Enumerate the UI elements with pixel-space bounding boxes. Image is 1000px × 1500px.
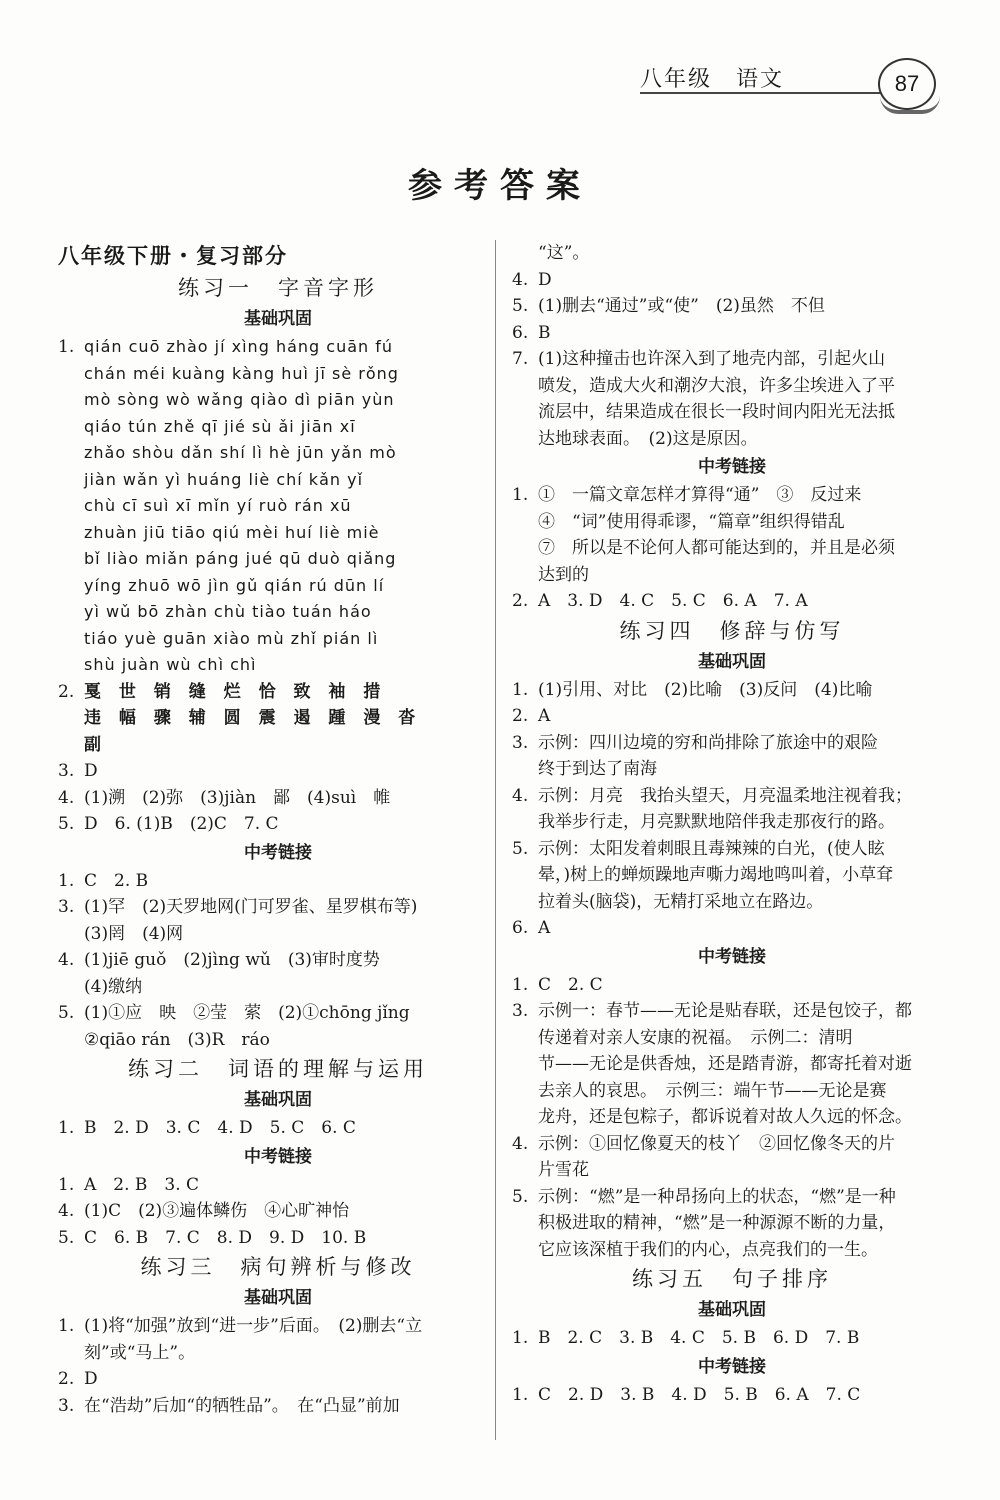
answer-text: C 2. B bbox=[84, 870, 149, 891]
answer-item bbox=[512, 267, 952, 294]
answer-text: B 2. D 3. C 4. D 5. C 6. C bbox=[84, 1118, 356, 1138]
section-heading: 八年级下册・复习部分 bbox=[58, 244, 288, 268]
item-number: 3. bbox=[512, 732, 529, 753]
item-number: 2. bbox=[512, 591, 529, 611]
item-number: 3. bbox=[58, 897, 75, 917]
answer-text: 达到的 bbox=[538, 564, 589, 585]
item-number: 6. bbox=[512, 918, 529, 938]
answer-item bbox=[58, 1198, 498, 1225]
item-number: 3. bbox=[512, 1001, 529, 1021]
answer-text: 终于到达了南海 bbox=[538, 759, 657, 779]
pinyin-line: bǐ liào miǎn páng jué qū duò qiǎng bbox=[84, 549, 397, 568]
subheading-basic: 基础巩固 bbox=[244, 1090, 312, 1110]
answer-text: 在“浩劫”后加“的牺牲品”。 在“凸显”前加 bbox=[84, 1395, 400, 1416]
exercise-5-title: 练习五 句子排序 bbox=[632, 1267, 832, 1291]
answer-text: 龙舟，还是包粽子，都诉说着对故人久远的怀念。 bbox=[538, 1107, 912, 1127]
answer-text: (4)缴纳 bbox=[84, 976, 143, 997]
item-number: 1. bbox=[58, 870, 75, 891]
answer-item bbox=[512, 783, 952, 810]
item-number: 5. bbox=[58, 1003, 75, 1023]
header-grade-subject: 八年级 语文 bbox=[640, 67, 785, 92]
answer-text: D 6. (1)B (2)C 7. C bbox=[84, 814, 279, 834]
item-number: 2. bbox=[512, 706, 529, 726]
answer-item bbox=[58, 1393, 498, 1420]
answer-item bbox=[58, 1313, 498, 1340]
answer-text: C 2. D 3. B 4. D 5. B 6. A 7. C bbox=[538, 1384, 861, 1405]
answer-text: (1)C (2)③遍体鳞伤 ④心旷神怡 bbox=[84, 1201, 350, 1221]
item-number: 5. bbox=[58, 1227, 75, 1248]
answer-text: A 2. B 3. C bbox=[84, 1174, 200, 1195]
exercise-3-title: 练习三 病句辨析与修改 bbox=[140, 1255, 416, 1279]
answer-text: 副 bbox=[84, 734, 107, 755]
answer-item bbox=[512, 346, 952, 373]
item-number: 2. bbox=[58, 1369, 75, 1389]
item-number: 5. bbox=[512, 296, 529, 316]
answer-item bbox=[58, 894, 498, 921]
pinyin-line: mò sòng wò wǎng qiào dì piān yùn bbox=[84, 390, 395, 409]
answer-text: D bbox=[84, 1369, 98, 1389]
answer-item bbox=[58, 868, 498, 895]
answer-text: D bbox=[538, 269, 552, 290]
answer-item bbox=[58, 679, 498, 706]
subheading-basic: 基础巩固 bbox=[244, 1288, 312, 1308]
answer-item bbox=[512, 1131, 952, 1158]
item-number: 4. bbox=[58, 787, 75, 808]
right-column bbox=[512, 240, 952, 1408]
answer-item bbox=[512, 1184, 952, 1211]
item-number: 1. bbox=[58, 1316, 75, 1336]
answer-text: 示例：月亮 我抬头望天，月亮温柔地注视着我； bbox=[538, 785, 912, 806]
answer-item bbox=[512, 320, 952, 347]
exercise-1-title: 练习一 字音字形 bbox=[178, 276, 378, 300]
item-number: 3. bbox=[58, 761, 75, 781]
answer-item bbox=[512, 915, 952, 942]
item-number: 5. bbox=[58, 814, 75, 834]
answer-item bbox=[512, 1382, 952, 1409]
pinyin-line: shù juàn wù chì chì bbox=[84, 655, 257, 674]
answer-item bbox=[512, 972, 952, 999]
subheading-basic: 基础巩固 bbox=[698, 1300, 766, 1320]
answer-item bbox=[512, 1325, 952, 1352]
answer-text: A bbox=[538, 706, 551, 726]
answer-item bbox=[512, 836, 952, 863]
answer-text: (1)引用、对比 (2)比喻 (3)反问 (4)比喻 bbox=[538, 679, 873, 700]
answer-item bbox=[512, 588, 952, 615]
answer-text: (3)罔 (4)网 bbox=[84, 923, 184, 944]
pinyin-line: chù cī suì xī mǐn yí ruò rán xū bbox=[84, 496, 352, 515]
answer-text: 示例：①回忆像夏天的枝丫 ②回忆像冬天的片 bbox=[538, 1133, 895, 1154]
exercise-4-title: 练习四 修辞与仿写 bbox=[619, 618, 845, 643]
answer-text: ④ “词”使用得乖谬，“篇章”组织得错乱 bbox=[538, 511, 845, 532]
answer-item bbox=[58, 1225, 498, 1252]
answer-item bbox=[58, 758, 498, 785]
page-number: 87 bbox=[878, 58, 936, 110]
item-number: 1. bbox=[58, 337, 75, 357]
subheading-basic: 基础巩固 bbox=[244, 309, 312, 329]
item-number: 6. bbox=[512, 322, 529, 343]
answer-item bbox=[512, 482, 952, 509]
answer-text: B 2. C 3. B 4. C 5. B 6. D 7. B bbox=[538, 1328, 860, 1348]
pinyin-line: tiáo yuè guān xiào mù zhǐ pián lì bbox=[84, 628, 379, 648]
pinyin-line: zhǎo shòu dǎn shí lì hè jūn yǎn mò bbox=[84, 443, 397, 462]
answer-text: (1)罕 (2)天罗地网(门可罗雀、星罗棋布等) bbox=[84, 897, 418, 917]
pinyin-line: chán méi kuàng kàng huì jī sè rǒng bbox=[84, 363, 399, 383]
answer-text: 传递着对亲人安康的祝福。 示例二：清明 bbox=[538, 1027, 853, 1048]
answer-text: A bbox=[538, 918, 551, 938]
answer-item bbox=[512, 730, 952, 757]
answer-item bbox=[512, 703, 952, 730]
answer-text: 片雪花 bbox=[538, 1160, 589, 1180]
item-number: 1. bbox=[512, 485, 529, 505]
answer-text: 违 幅 骤 辅 圆 震 遏 踵 漫 沓 bbox=[84, 708, 422, 728]
answer-text: 喷发，造成大火和潮汐大浪，许多尘埃进入了平 bbox=[538, 375, 895, 396]
item-number: 5. bbox=[512, 1186, 529, 1207]
answer-item bbox=[58, 811, 498, 838]
item-number: 7. bbox=[512, 349, 529, 369]
answer-item bbox=[512, 998, 952, 1025]
item-number: 1. bbox=[58, 1118, 75, 1138]
answer-text: (1)jiē guǒ (2)jìng wǔ (3)审时度势 bbox=[84, 950, 380, 970]
answer-text: 拉着头(脑袋)，无精打采地立在路边。 bbox=[538, 891, 824, 912]
answer-item bbox=[512, 677, 952, 704]
answer-text: ⑦ 所以是不论何人都可能达到的，并且是必须 bbox=[538, 538, 895, 558]
answer-text: (1)这种撞击也许深入到了地壳内部，引起火山 bbox=[538, 349, 886, 369]
header-rule bbox=[640, 92, 880, 94]
answer-text: A 3. D 4. C 5. C 6. A 7. A bbox=[538, 591, 808, 611]
answer-text: 晕，)树上的蝉烦躁地声嘶力竭地鸣叫着，小草耷 bbox=[538, 865, 894, 885]
item-number: 2. bbox=[58, 681, 75, 702]
answer-text: B bbox=[538, 322, 551, 343]
answer-item bbox=[58, 334, 498, 361]
subheading-link: 中考链接 bbox=[244, 842, 312, 863]
answer-item bbox=[58, 1366, 498, 1393]
answer-text: (1)①应 映 ②莹 萦 (2)①chōng jǐng bbox=[84, 1003, 410, 1023]
answer-text: 去亲人的哀思。 示例三：端午节——无论是赛 bbox=[538, 1080, 887, 1101]
item-number: 3. bbox=[58, 1395, 75, 1416]
answer-text: 我举步行走，月亮默默地陪伴我走那夜行的路。 bbox=[538, 812, 895, 832]
answer-text: 流层中，结果造成在很长一段时间内阳光无法抵 bbox=[538, 402, 895, 422]
pinyin-line: zhuàn jiū tiāo qiú mèi huí liè miè bbox=[84, 522, 380, 542]
answer-text: (1)删去“通过”或“使” (2)虽然 不但 bbox=[538, 296, 825, 316]
exercise-2-title: 练习二 词语的理解与运用 bbox=[128, 1057, 428, 1081]
subheading-link: 中考链接 bbox=[698, 946, 766, 967]
subheading-link: 中考链接 bbox=[698, 457, 766, 477]
answer-item bbox=[512, 293, 952, 320]
answer-text: 节——无论是供香烛，还是踏青游，都寄托着对逝 bbox=[538, 1054, 912, 1074]
item-number: 4. bbox=[512, 269, 529, 290]
pinyin-line: yíng zhuō wō jìn gǔ qián rú dūn lí bbox=[84, 575, 385, 595]
answer-text: 达地球表面。 (2)这是原因。 bbox=[538, 428, 758, 449]
answer-text: ②qiāo rán (3)R ráo bbox=[84, 1029, 270, 1050]
item-number: 1. bbox=[58, 1174, 75, 1195]
answer-text: 积极进取的精神，“燃”是一种源源不断的力量， bbox=[538, 1213, 896, 1233]
answer-text: 示例：“燃”是一种昂扬向上的状态，“燃”是一种 bbox=[538, 1186, 896, 1207]
item-number: 4. bbox=[58, 950, 75, 970]
answer-text: 它应该深植于我们的内心，点亮我们的一生。 bbox=[538, 1239, 878, 1260]
left-column bbox=[58, 240, 498, 1419]
pinyin-line: qiáo tún zhě qī jié sù ǎi jiān xī bbox=[84, 416, 356, 436]
answer-text: (1)将“加强”放到“进一步”后面。 (2)删去“立 bbox=[84, 1316, 423, 1336]
answer-text: 示例：太阳发着刺眼且毒辣辣的白光，(使人眩 bbox=[538, 838, 885, 859]
item-number: 1. bbox=[512, 1384, 529, 1405]
item-number: 1. bbox=[512, 1328, 529, 1348]
answer-item bbox=[58, 947, 498, 974]
item-number: 5. bbox=[512, 838, 529, 859]
item-number: 4. bbox=[512, 1133, 529, 1154]
answer-text: 戛 世 销 缝 烂 恰 致 袖 措 bbox=[84, 681, 387, 702]
item-number: 4. bbox=[512, 785, 529, 806]
subheading-link: 中考链接 bbox=[698, 1356, 766, 1377]
answer-text: 示例：四川边境的穷和尚排除了旅途中的艰险 bbox=[538, 732, 878, 753]
subheading-link: 中考链接 bbox=[244, 1146, 312, 1167]
answer-text: (1)溯 (2)弥 (3)jiàn 鄙 (4)suì 帷 bbox=[84, 787, 391, 808]
subheading-basic: 基础巩固 bbox=[698, 651, 766, 672]
answer-item bbox=[58, 1172, 498, 1199]
answer-item bbox=[58, 1000, 498, 1027]
answer-text: “这”。 bbox=[538, 243, 590, 263]
page-title: 参考答案 bbox=[408, 166, 592, 206]
answer-text: 示例一：春节——无论是贴春联，还是包饺子，都 bbox=[538, 1001, 912, 1021]
item-number: 1. bbox=[512, 974, 529, 995]
item-number: 1. bbox=[512, 679, 529, 700]
answer-item bbox=[58, 1115, 498, 1142]
pinyin-line: jiàn wǎn yì huáng liè chí kǎn yǐ bbox=[84, 469, 364, 489]
header-swoosh bbox=[880, 96, 940, 114]
answer-text: C 6. B 7. C 8. D 9. D 10. B bbox=[84, 1227, 367, 1248]
answer-text: 刻”或“马上”。 bbox=[84, 1342, 196, 1363]
answer-text: D bbox=[84, 761, 98, 781]
answer-item bbox=[58, 785, 498, 812]
item-number: 4. bbox=[58, 1201, 75, 1221]
pinyin-line: yì wǔ bō zhàn chù tiào tuán háo bbox=[84, 602, 372, 621]
answer-text: C 2. C bbox=[538, 974, 603, 995]
pinyin-line: qián cuō zhào jí xìng háng cuān fú bbox=[84, 337, 394, 356]
answer-text: ① 一篇文章怎样才算得“通” ③ 反过来 bbox=[538, 485, 862, 505]
